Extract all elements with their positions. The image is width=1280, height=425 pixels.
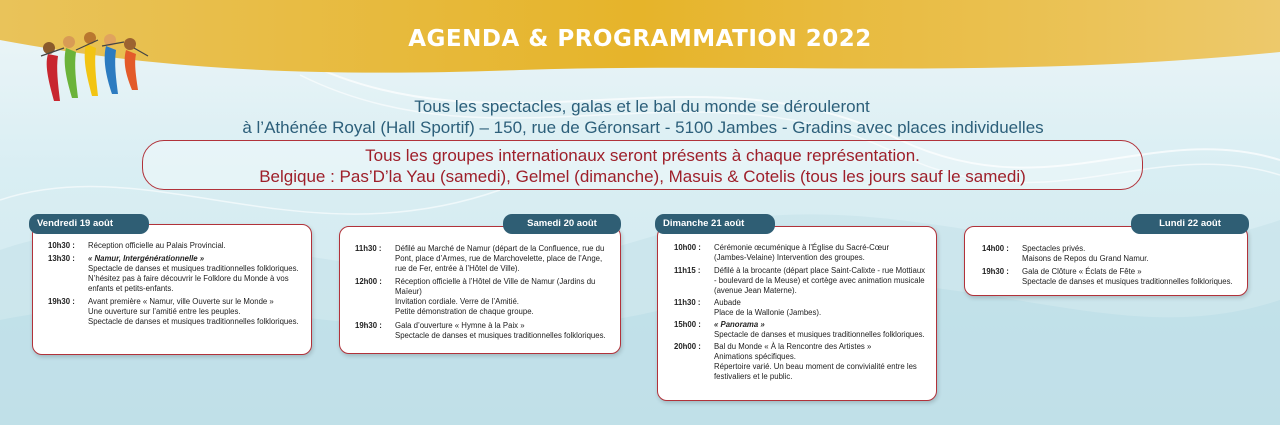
day-tab-monday: Lundi 22 août [1131, 214, 1249, 234]
groups-line-1: Tous les groupes internationaux seront présents à chaque représentation. [365, 146, 920, 165]
groups-box [142, 140, 1143, 190]
dancers-logo-icon [36, 26, 166, 106]
groups-line-2: Belgique : Pas’D’la Yau (samedi), Gelmel (dimanche), Masuis & Cotelis (tous les jours sauf le samedi) [259, 167, 1026, 186]
venue-info [0, 96, 1280, 138]
day-tab-friday: Vendredi 19 août [29, 214, 149, 234]
day-tab-sunday: Dimanche 21 août [655, 214, 775, 234]
page-title: AGENDA & PROGRAMMATION 2022 [408, 26, 872, 52]
venue-line-1: Tous les spectacles, galas et le bal du monde se dérouleront [414, 97, 870, 116]
venue-line-2: à l’Athénée Royal (Hall Sportif) – 150, rue de Géronsart - 5100 Jambes - Gradins avec places individuelles [242, 118, 1044, 137]
day-tab-saturday: Samedi 20 août [503, 214, 621, 234]
